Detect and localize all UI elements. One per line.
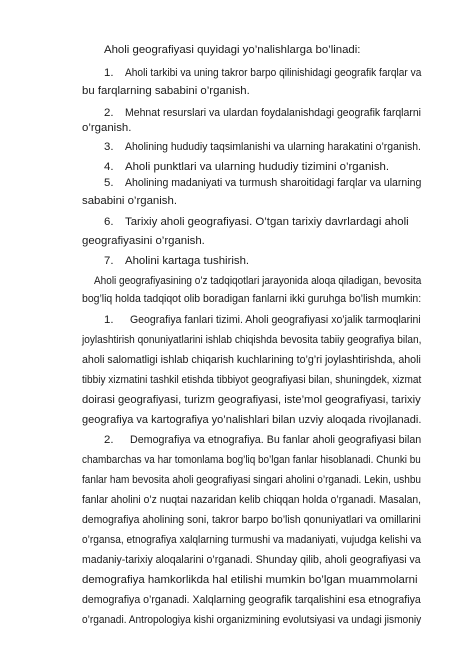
list-item-5-line1: Aholining madaniyati va turmush sharoitidagi farqlar va ularning: [125, 177, 422, 189]
group2-number: 2.: [104, 434, 114, 446]
group1-line4: tibbiy xizmatini tashkil etishda tibbiyot geografiyasi bilan, shuningdek, xizmat: [82, 374, 422, 386]
group1-line3: aholi salomatligi ishlab chiqarish kuchlarining to’g’ri joylashtirishda, aholi: [82, 354, 421, 366]
list-number-5: 5.: [104, 177, 114, 189]
group2-line7: madaniy-tarixiy aloqalarini o’rganadi. Shunday qilib, aholi geografiyasi va: [82, 554, 421, 566]
group1-line2: joylashtirish qonuniyatlarini ishlab chiqishda bevosita tabiiy geografiya bilan,: [82, 334, 422, 346]
list-item-6-line2: geografiyasini o’rganish.: [82, 235, 205, 247]
group1-line5: doirasi geografiyasi, turizm geografiyasi, iste’mol geografiyasi, tarixiy: [82, 394, 421, 406]
list-number-6: 6.: [104, 216, 114, 228]
group1-line6: geografiya va kartografiya yo’nalishlari bilan uzviy aloqada rivojlanadi.: [82, 414, 422, 426]
group2-line6: o’rgansa, etnografiya xalqlarning turmushi va madaniyati, vujudga kelishi va: [82, 534, 422, 546]
intro-line: Aholi geografiyasi quyidagi yo’nalishlarga bo’linadi:: [104, 44, 361, 56]
list-number-3: 3.: [104, 141, 114, 153]
para2-line1: Aholi geografiyasining o’z tadqiqotlari jarayonida aloqa qiladigan, bevosita: [94, 275, 422, 287]
group2-line3: fanlar ham bevosita aholi geografiyasi singari aholini o’rganadi. Lekin, ushbu: [82, 474, 421, 486]
group1-line1: Geografiya fanlari tizimi. Aholi geografiyasi xo’jalik tarmoqlarini: [130, 314, 421, 326]
list-item-1-line1: Aholi tarkibi va uning takror barpo qilinishidagi geografik farqlar va: [125, 67, 422, 79]
para2-line2: bog’liq holda tadqiqot olib boradigan fanlarni ikki guruhga bo’lish mumkin:: [82, 293, 422, 305]
list-item-2-line1: Mehnat resurslari va ulardan foydalanishdagi geografik farqlarni: [125, 107, 422, 119]
list-number-1: 1.: [104, 67, 114, 79]
group2-line1: Demografiya va etnografiya. Bu fanlar aholi geografiyasi bilan: [130, 434, 422, 446]
list-number-2: 2.: [104, 107, 114, 119]
list-item-7: Aholini kartaga tushirish.: [125, 255, 250, 267]
list-item-2-line2: o’rganish.: [82, 122, 132, 134]
list-number-4: 4.: [104, 161, 114, 173]
list-item-4: Aholi punktlari va ularning hududiy tizimini o’rganish.: [125, 161, 390, 173]
group2-line10: o’rganadi. Antropologiya kishi organizmining evolutsiyasi va undagi jismoniy: [82, 614, 422, 626]
list-item-3: Aholining hududiy taqsimlanishi va ularning harakatini o’rganish.: [125, 141, 421, 153]
list-item-1-line2: bu farqlarning sababini o’rganish.: [82, 85, 250, 97]
group2-line9: demografiya o’rganadi. Xalqlarning geografik tarqalishini esa etnografiya: [82, 594, 421, 606]
group2-line8: demografiya hamkorlikda hal etilishi mumkin bo’lgan muammolarni: [82, 574, 418, 586]
group1-number: 1.: [104, 314, 114, 326]
list-number-7: 7.: [104, 255, 114, 267]
group2-line2: chambarchas va har tomonlama bog’liq bo’lgan fanlar hisoblanadi. Chunki bu: [82, 454, 421, 466]
group2-line5: demografiya aholining soni, takror barpo bo’lish qonuniyatlari va omillarini: [82, 514, 421, 526]
group2-line4: fanlar aholini o’z nuqtai nazaridan kelib chiqqan holda o’rganadi. Masalan,: [82, 494, 421, 506]
list-item-5-line2: sababini o’rganish.: [82, 195, 177, 207]
list-item-6-line1: Tarixiy aholi geografiyasi. O’tgan tarixiy davrlardagi aholi: [125, 216, 409, 228]
